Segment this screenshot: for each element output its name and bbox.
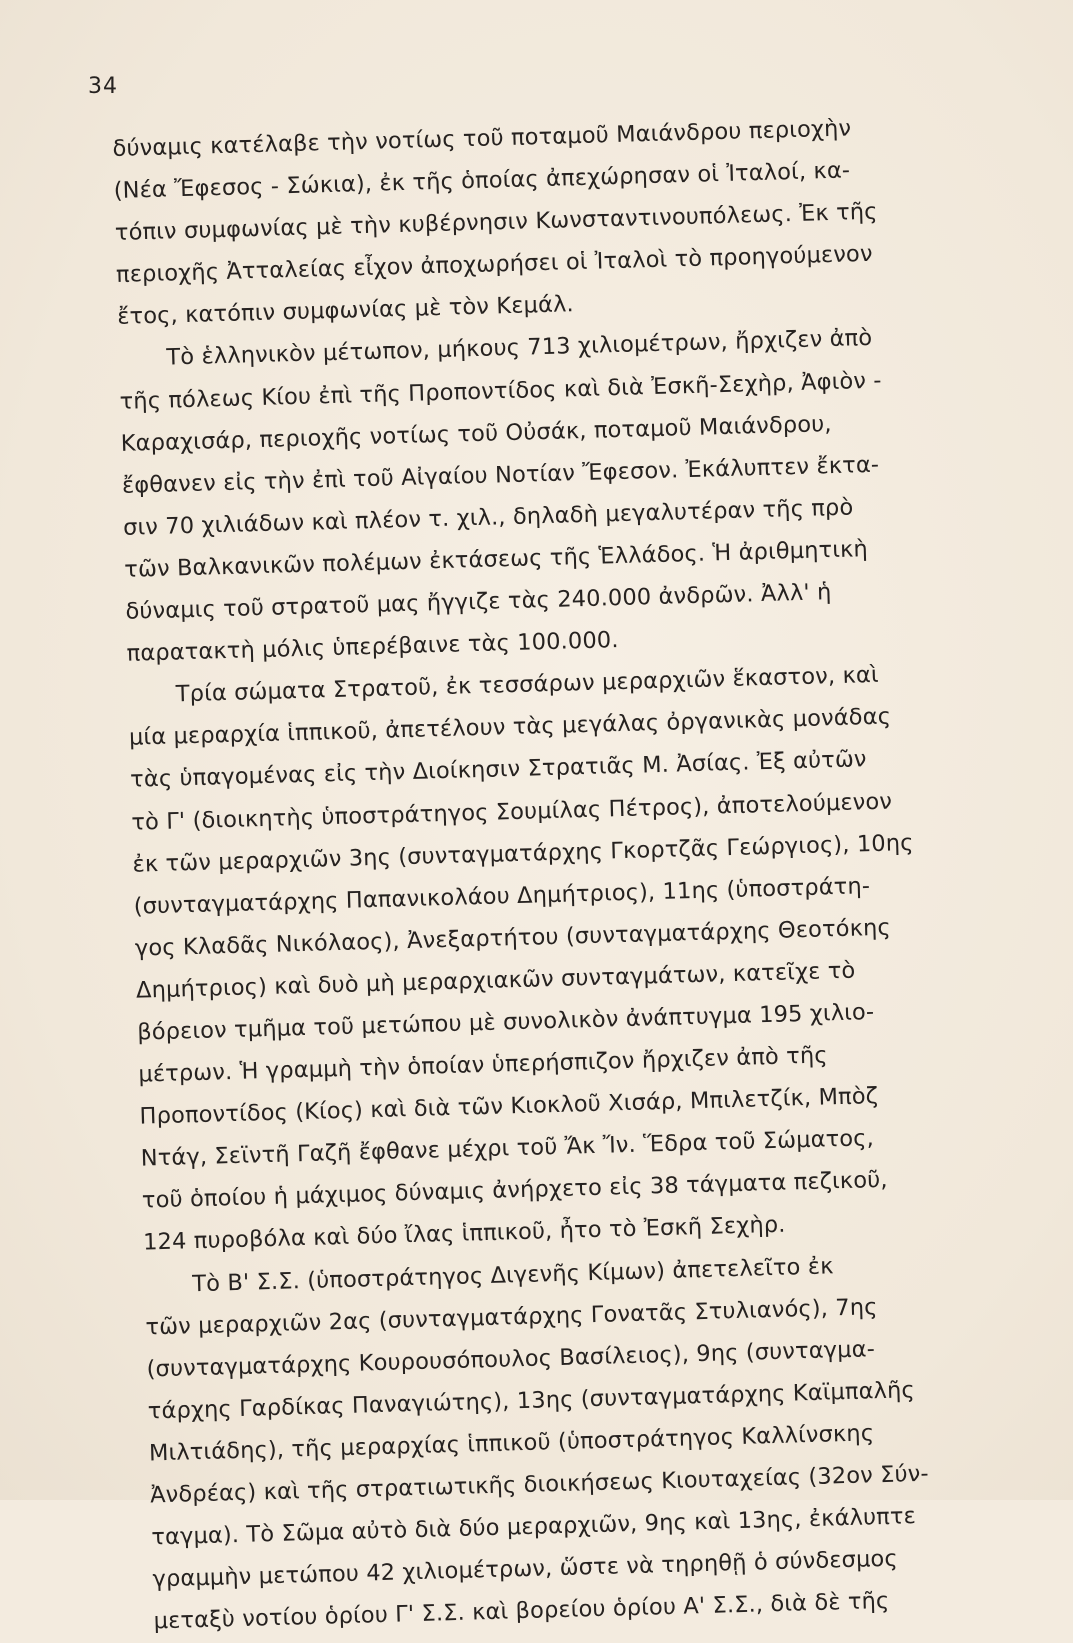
text-line: (συνταγματάρχης Κουρουσόπουλος Βασίλειος), 9ης (συνταγμα- xyxy=(146,1335,876,1383)
text-line: τὸ Γ' (διοικητὴς ὑποστράτηγος Σουμίλας Πέτρος), ἀποτελούμενον xyxy=(131,787,893,836)
text-line: Τὸ ἑλληνικὸν μέτωπον, μήκους 713 χιλιομέτρων, ἤρχιζεν ἀπὸ xyxy=(166,325,873,372)
text-line: μία μεραρχία ἱππικοῦ, ἀπετέλουν τὰς μεγάλας ὀργανικὰς μονάδας xyxy=(128,703,892,752)
text-line: Δημήτριος) καὶ δυὸ μὴ μεραρχιακῶν συνταγμάτων, κατεῖχε τὸ xyxy=(135,957,856,1004)
text-line: τῆς πόλεως Κίου ἐπὶ τῆς Προποντίδος καὶ διὰ Ἐσκῆ-Σεχὴρ, Ἀφιὸν - xyxy=(119,367,882,415)
text-line: Προποντίδος (Κίος) καὶ διὰ τῶν Κιοκλοῦ Χισάρ, Μπιλετζίκ, Μπὸζ xyxy=(139,1083,879,1130)
text-line: δύναμις τοῦ στρατοῦ μας ἤγγιζε τὰς 240.000 ἀνδρῶν. Ἀλλ' ἡ xyxy=(125,579,832,625)
text-line: ταγμα). Τὸ Σῶμα αὐτὸ διὰ δύο μεραρχιῶν, 9ης καὶ 13ης, ἐκάλυπτε xyxy=(151,1503,917,1551)
text-line: τὰς ὑπαγομένας εἰς τὴν Διοίκησιν Στρατιᾶς Μ. Ἀσίας. Ἐξ αὐτῶν xyxy=(129,746,867,794)
text-line: γραμμὴν μετώπου 42 χιλιομέτρων, ὥστε νὰ τηρηθῇ ὁ σύνδεσμος xyxy=(152,1545,899,1593)
text-line: γος Κλαδᾶς Νικόλαος), Ἀνεξαρτήτου (συνταγματάρχης Θεοτόκης xyxy=(134,914,892,962)
text-line: μεταξὺ νοτίου ὁρίου Γ' Σ.Σ. καὶ βορείου ὁρίου Α' Σ.Σ., διὰ δὲ τῆς xyxy=(153,1588,890,1635)
text-line: Καραχισάρ, περιοχῆς νοτίως τοῦ Οὐσάκ, ποταμοῦ Μαιάνδρου, xyxy=(120,410,833,457)
text-line: Ἀνδρέας) καὶ τῆς στρατιωτικῆς διοικήσεως Κιουταχείας (32ον Σύν- xyxy=(149,1460,930,1509)
text-line: Τὸ Β' Σ.Σ. (ὑποστράτηγος Διγενῆς Κίμων) ἀπετελεῖτο ἐκ xyxy=(191,1252,834,1297)
text-line: βόρειον τμῆμα τοῦ μετώπου μὲ συνολικὸν ἀνάπτυγμα 195 χιλιο- xyxy=(136,999,875,1046)
text-line: τῶν Βαλκανικῶν πολέμων ἐκτάσεως τῆς Ἑλλάδος. Ἡ ἀριθμητικὴ xyxy=(123,536,869,583)
text-line: δύναμις κατέλαβε τὴν νοτίως τοῦ ποταμοῦ Μαιάνδρου περιοχὴν xyxy=(112,115,852,162)
text-line: ἔτος, κατόπιν συμφωνίας μὲ τὸν Κεμάλ. xyxy=(116,291,575,331)
text-line: Μιλτιάδης), τῆς μεραρχίας ἱππικοῦ (ὑποστράτηγος Καλλίνσκης xyxy=(148,1420,875,1467)
text-line: ἐκ τῶν μεραρχιῶν 3ης (συνταγματάρχης Γκορτζᾶς Γεώργιος), 10ης xyxy=(132,829,914,878)
text-line: ἔφθανεν εἰς τὴν ἐπὶ τοῦ Αἰγαίου Νοτίαν Ἔφεσον. Ἐκάλυπτεν ἔκτα- xyxy=(121,451,880,499)
text-line: Τρία σώματα Στρατοῦ, ἐκ τεσσάρων μεραρχιῶν ἕκαστον, καὶ xyxy=(175,662,880,708)
text-line: τόπιν συμφωνίας μὲ τὴν κυβέρνησιν Κωνσταντινουπόλεως. Ἐκ τῆς xyxy=(114,198,878,247)
text-line: περιοχῆς Ἀτταλείας εἶχον ἀποχωρήσει οἱ Ἰταλοὶ τὸ προηγούμενον xyxy=(115,241,873,289)
text-line: 124 πυροβόλα καὶ δύο ἴλας ἱππικοῦ, ἦτο τὸ Ἐσκῆ Σεχὴρ. xyxy=(142,1212,786,1256)
page-number: 34 xyxy=(88,74,118,99)
text-line: τοῦ ὁποίου ἡ μάχιμος δύναμις ἀνήρχετο εἰς 38 τάγματα πεζικοῦ, xyxy=(141,1167,888,1214)
text-line: (συνταγματάρχης Παπανικολάου Δημήτριος), 11ης (ὑποστράτη- xyxy=(133,872,871,920)
text-line: σιν 70 χιλιάδων καὶ πλέον τ. χιλ., δηλαδὴ μεγαλυτέραν τῆς πρὸ xyxy=(122,494,854,541)
text-line: τάρχης Γαρδίκας Παναγιώτης), 13ης (συνταγματάρχης Καϊμπαλῆς xyxy=(147,1376,916,1425)
text-line: παρατακτὴ μόλις ὑπερέβαινε τὰς 100.000. xyxy=(126,627,619,667)
text-line: τῶν μεραρχιῶν 2ας (συνταγματάρχης Γονατᾶς Στυλιανός), 7ης xyxy=(145,1293,878,1341)
text-line: Ντάγ, Σεϊντῆ Γαζῆ ἔφθανε μέχρι τοῦ Ἄκ Ἴν. Ἕδρα τοῦ Σώματος, xyxy=(140,1125,875,1172)
text-line: (Νέα Ἔφεσος - Σώκια), ἐκ τῆς ὁποίας ἀπεχώρησαν οἱ Ἰταλοί, κα- xyxy=(113,157,851,205)
text-line: μέτρων. Ἡ γραμμὴ τὴν ὁποίαν ὑπερήσπιζον ἤρχιζεν ἀπὸ τῆς xyxy=(138,1042,829,1088)
body-text xyxy=(112,105,984,1643)
